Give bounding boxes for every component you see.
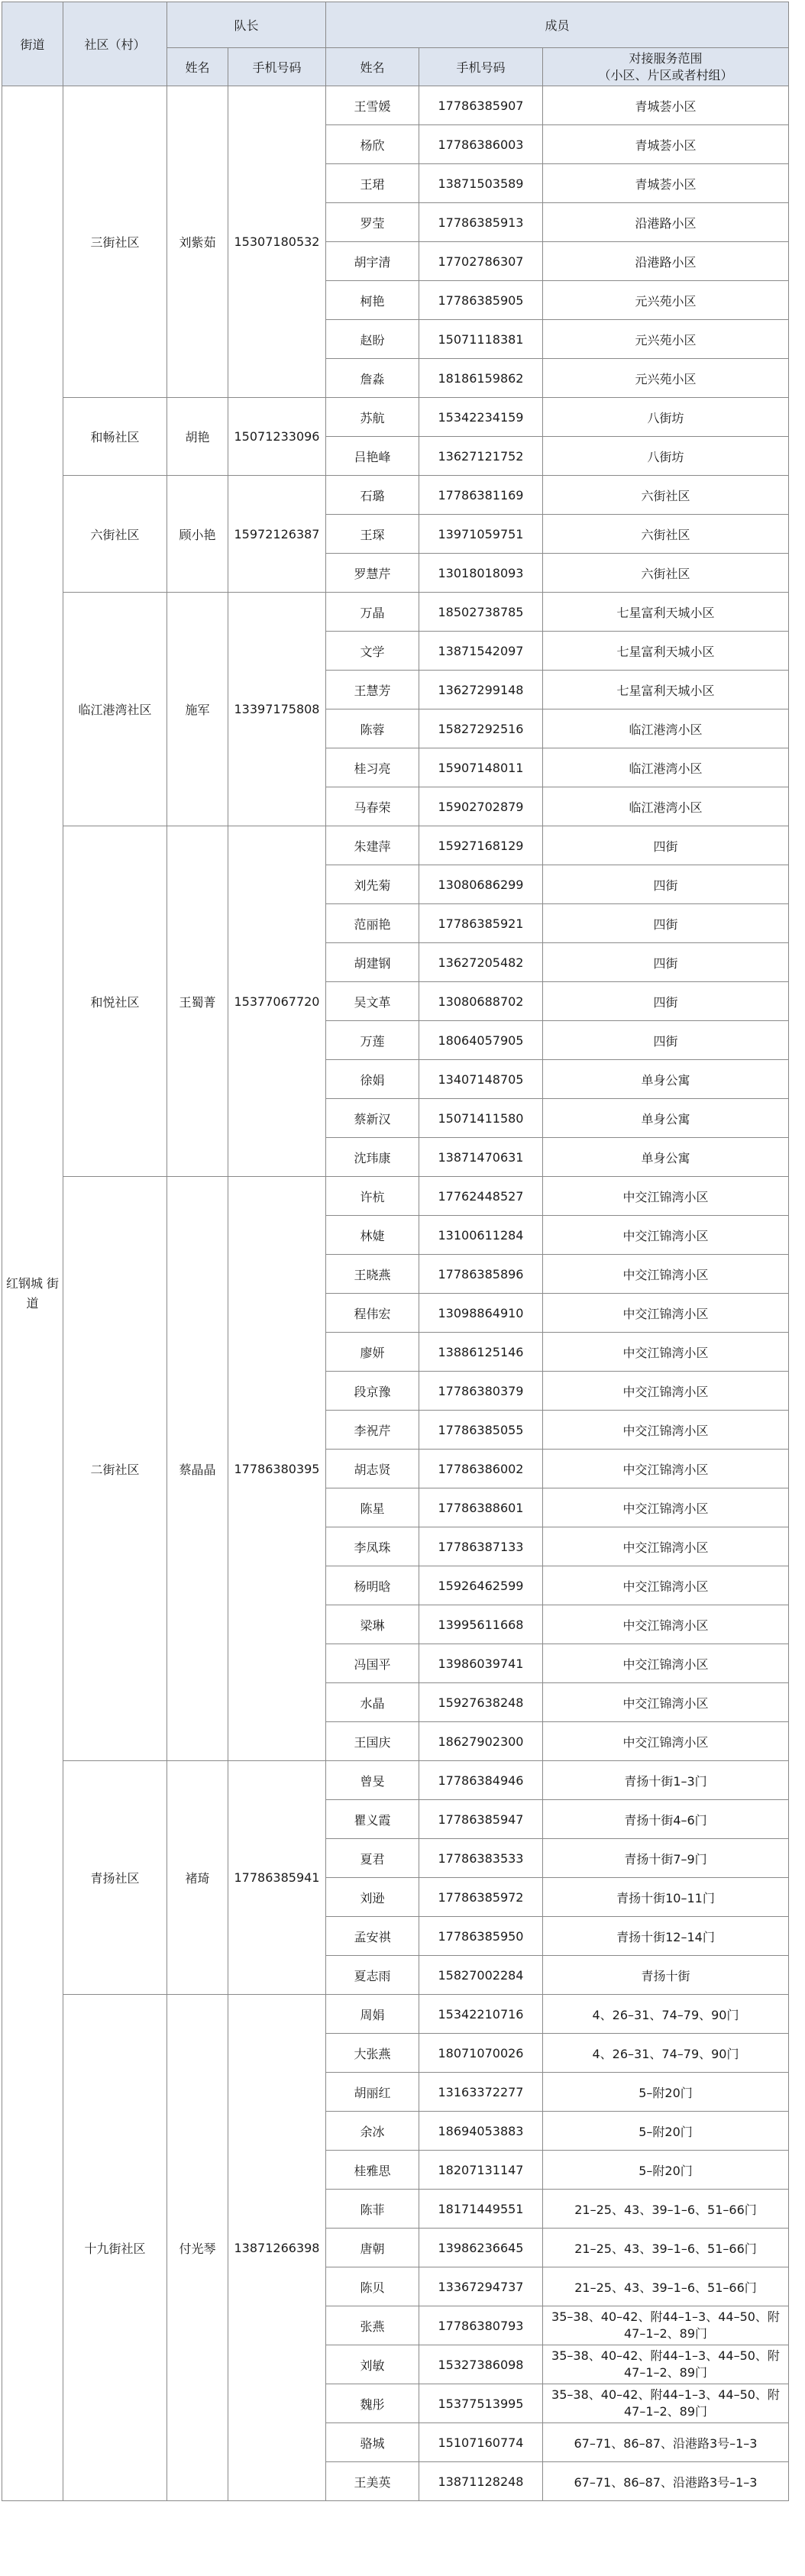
member-name-cell: 许杭 [326,1177,419,1216]
member-name-cell: 万晶 [326,593,419,632]
table-row [2,826,789,865]
member-name-cell: 王珺 [326,164,419,203]
member-scope-cell: 青城荟小区 [543,86,789,125]
member-scope-cell: 青城荟小区 [543,125,789,164]
member-scope-cell: 中交江锦湾小区 [543,1527,789,1566]
leader-name-cell: 顾小艳 [167,476,228,593]
leader-name-cell: 施军 [167,593,228,826]
member-phone-cell: 17786385972 [419,1878,543,1917]
member-scope-cell: 青扬十街 [543,1956,789,1995]
table-row [2,86,789,125]
member-name-cell: 夏志雨 [326,1956,419,1995]
member-name-cell: 桂雅思 [326,2151,419,2190]
member-phone-cell: 17786386003 [419,125,543,164]
member-scope-cell: 青扬十街12–14门 [543,1917,789,1956]
member-phone-cell: 17786387133 [419,1527,543,1566]
member-name-cell: 刘逊 [326,1878,419,1917]
header-member-phone: 手机号码 [419,48,543,86]
member-scope-cell: 六街社区 [543,476,789,515]
member-scope-cell: 35–38、40–42、附44–1–3、44–50、附47–1–2、89门 [543,2345,789,2384]
member-name-cell: 沈玮康 [326,1138,419,1177]
member-phone-cell: 18186159862 [419,359,543,398]
header-leader-phone: 手机号码 [228,48,326,86]
member-scope-cell: 临江港湾小区 [543,709,789,748]
member-phone-cell: 15927168129 [419,826,543,865]
member-name-cell: 大张燕 [326,2034,419,2073]
leader-name-cell: 王蜀菁 [167,826,228,1177]
member-scope-cell: 5–附20门 [543,2073,789,2112]
member-phone-cell: 13986236645 [419,2229,543,2267]
member-scope-cell: 21–25、43、39–1–6、51–66门 [543,2229,789,2267]
member-name-cell: 王美英 [326,2462,419,2501]
member-phone-cell: 13986039741 [419,1644,543,1683]
member-name-cell: 陈蓉 [326,709,419,748]
leader-phone-cell: 15307180532 [228,86,326,398]
member-phone-cell: 13080686299 [419,865,543,904]
member-scope-cell: 4、26–31、74–79、90门 [543,2034,789,2073]
member-name-cell: 夏君 [326,1839,419,1878]
table-header [2,2,789,86]
member-name-cell: 王国庆 [326,1722,419,1761]
table-row [2,593,789,632]
member-phone-cell: 15071411580 [419,1099,543,1138]
community-cell: 十九街社区 [63,1995,167,2501]
member-phone-cell: 18694053883 [419,2112,543,2151]
member-name-cell: 王雪媛 [326,86,419,125]
leader-phone-cell: 15071233096 [228,398,326,476]
member-phone-cell: 17786385907 [419,86,543,125]
member-scope-cell: 中交江锦湾小区 [543,1177,789,1216]
member-name-cell: 李凤珠 [326,1527,419,1566]
member-scope-cell: 八街坊 [543,437,789,476]
member-scope-cell: 七星富利天城小区 [543,671,789,709]
leader-phone-cell: 15972126387 [228,476,326,593]
member-name-cell: 余冰 [326,2112,419,2151]
member-name-cell: 水晶 [326,1683,419,1722]
header-member-group: 成员 [326,2,789,48]
member-scope-cell: 中交江锦湾小区 [543,1605,789,1644]
leader-name-cell: 刘紫茹 [167,86,228,398]
member-phone-cell: 17786385947 [419,1800,543,1839]
member-phone-cell: 18502738785 [419,593,543,632]
member-scope-cell: 四街 [543,865,789,904]
member-name-cell: 瞿义霞 [326,1800,419,1839]
member-name-cell: 赵盼 [326,320,419,359]
member-phone-cell: 13995611668 [419,1605,543,1644]
table-row [2,1995,789,2034]
header-street: 街道 [2,2,63,86]
member-name-cell: 胡建钢 [326,943,419,982]
member-phone-cell: 17786383533 [419,1839,543,1878]
member-scope-cell: 5–附20门 [543,2112,789,2151]
member-scope-cell: 沿港路小区 [543,203,789,242]
street-cell: 红钢城 街道 [2,86,63,2501]
member-name-cell: 王慧芳 [326,671,419,709]
member-phone-cell: 18171449551 [419,2190,543,2229]
member-scope-cell: 六街社区 [543,515,789,554]
member-scope-cell: 沿港路小区 [543,242,789,281]
member-phone-cell: 17786385921 [419,904,543,943]
member-name-cell: 桂习亮 [326,748,419,787]
member-name-cell: 段京豫 [326,1372,419,1411]
member-scope-cell: 青扬十街4–6门 [543,1800,789,1839]
member-phone-cell: 15107160774 [419,2423,543,2462]
member-phone-cell: 17786386002 [419,1450,543,1488]
member-phone-cell: 15827002284 [419,1956,543,1995]
member-scope-cell: 七星富利天城小区 [543,593,789,632]
member-phone-cell: 17786385055 [419,1411,543,1450]
member-scope-cell: 四街 [543,943,789,982]
member-phone-cell: 18207131147 [419,2151,543,2190]
member-phone-cell: 17786388601 [419,1488,543,1527]
member-scope-cell: 临江港湾小区 [543,787,789,826]
member-phone-cell: 13163372277 [419,2073,543,2112]
member-name-cell: 程伟宏 [326,1294,419,1333]
community-cell: 六街社区 [63,476,167,593]
member-name-cell: 骆城 [326,2423,419,2462]
member-scope-cell: 中交江锦湾小区 [543,1644,789,1683]
leader-phone-cell: 15377067720 [228,826,326,1177]
member-phone-cell: 17786381169 [419,476,543,515]
community-cell: 三街社区 [63,86,167,398]
member-scope-cell: 四街 [543,1021,789,1060]
member-name-cell: 王晓燕 [326,1255,419,1294]
member-scope-cell: 21–25、43、39–1–6、51–66门 [543,2190,789,2229]
member-scope-cell: 中交江锦湾小区 [543,1450,789,1488]
member-phone-cell: 13627299148 [419,671,543,709]
member-phone-cell: 13871542097 [419,632,543,671]
member-scope-cell: 中交江锦湾小区 [543,1488,789,1527]
member-scope-cell: 青扬十街10–11门 [543,1878,789,1917]
member-phone-cell: 13100611284 [419,1216,543,1255]
member-name-cell: 马春荣 [326,787,419,826]
member-phone-cell: 17762448527 [419,1177,543,1216]
member-name-cell: 胡宇清 [326,242,419,281]
header-leader-group: 队长 [167,2,326,48]
member-scope-cell: 四街 [543,826,789,865]
member-scope-cell: 中交江锦湾小区 [543,1722,789,1761]
member-name-cell: 文学 [326,632,419,671]
header-leader-name: 姓名 [167,48,228,86]
leader-name-cell: 胡艳 [167,398,228,476]
member-name-cell: 石璐 [326,476,419,515]
member-phone-cell: 13871128248 [419,2462,543,2501]
member-scope-cell: 单身公寓 [543,1138,789,1177]
member-scope-cell: 四街 [543,904,789,943]
header-community: 社区（村） [63,2,167,86]
member-phone-cell: 17786380793 [419,2306,543,2345]
member-phone-cell: 13886125146 [419,1333,543,1372]
member-name-cell: 朱建萍 [326,826,419,865]
member-name-cell: 刘敏 [326,2345,419,2384]
member-scope-cell: 元兴苑小区 [543,281,789,320]
table-body [2,86,789,2501]
member-name-cell: 吴文革 [326,982,419,1021]
member-phone-cell: 17786385896 [419,1255,543,1294]
member-scope-cell: 67–71、86–87、沿港路3号–1–3 [543,2462,789,2501]
member-phone-cell: 15927638248 [419,1683,543,1722]
member-scope-cell: 35–38、40–42、附44–1–3、44–50、附47–1–2、89门 [543,2384,789,2423]
table-row [2,476,789,515]
member-name-cell: 魏彤 [326,2384,419,2423]
member-name-cell: 林婕 [326,1216,419,1255]
member-scope-cell: 5–附20门 [543,2151,789,2190]
member-name-cell: 胡丽红 [326,2073,419,2112]
member-name-cell: 张燕 [326,2306,419,2345]
member-scope-cell: 35–38、40–42、附44–1–3、44–50、附47–1–2、89门 [543,2306,789,2345]
member-phone-cell: 13018018093 [419,554,543,593]
member-name-cell: 范丽艳 [326,904,419,943]
member-name-cell: 杨欣 [326,125,419,164]
member-name-cell: 杨明晗 [326,1566,419,1605]
member-phone-cell: 17786384946 [419,1761,543,1800]
member-phone-cell: 17702786307 [419,242,543,281]
table-row [2,398,789,437]
member-name-cell: 万莲 [326,1021,419,1060]
member-scope-cell: 中交江锦湾小区 [543,1294,789,1333]
member-phone-cell: 15926462599 [419,1566,543,1605]
table-row [2,1177,789,1216]
member-scope-cell: 元兴苑小区 [543,359,789,398]
member-scope-cell: 临江港湾小区 [543,748,789,787]
member-phone-cell: 18071070026 [419,2034,543,2073]
member-scope-cell: 单身公寓 [543,1060,789,1099]
member-phone-cell: 13871503589 [419,164,543,203]
leader-name-cell: 褚琦 [167,1761,228,1995]
member-scope-cell: 中交江锦湾小区 [543,1255,789,1294]
leader-name-cell: 付光琴 [167,1995,228,2501]
member-name-cell: 罗莹 [326,203,419,242]
member-scope-cell: 六街社区 [543,554,789,593]
member-name-cell: 冯国平 [326,1644,419,1683]
member-name-cell: 陈贝 [326,2267,419,2306]
member-phone-cell: 15827292516 [419,709,543,748]
member-scope-cell: 中交江锦湾小区 [543,1333,789,1372]
member-name-cell: 蔡新汉 [326,1099,419,1138]
member-phone-cell: 17786385950 [419,1917,543,1956]
header-scope: 对接服务范围 （小区、片区或者村组） [543,48,789,86]
member-name-cell: 刘先菊 [326,865,419,904]
member-name-cell: 罗慧芹 [326,554,419,593]
member-scope-cell: 中交江锦湾小区 [543,1372,789,1411]
member-scope-cell: 八街坊 [543,398,789,437]
member-name-cell: 吕艳峰 [326,437,419,476]
member-phone-cell: 15907148011 [419,748,543,787]
leader-phone-cell: 17786385941 [228,1761,326,1995]
member-phone-cell: 13080688702 [419,982,543,1021]
leader-phone-cell: 13397175808 [228,593,326,826]
member-name-cell: 徐娟 [326,1060,419,1099]
member-name-cell: 苏航 [326,398,419,437]
member-name-cell: 胡志贤 [326,1450,419,1488]
member-name-cell: 唐朝 [326,2229,419,2267]
community-cell: 临江港湾社区 [63,593,167,826]
leader-phone-cell: 13871266398 [228,1995,326,2501]
member-phone-cell: 18064057905 [419,1021,543,1060]
member-scope-cell: 中交江锦湾小区 [543,1683,789,1722]
member-name-cell: 詹淼 [326,359,419,398]
member-scope-cell: 青城荟小区 [543,164,789,203]
member-name-cell: 孟安祺 [326,1917,419,1956]
member-scope-cell: 中交江锦湾小区 [543,1566,789,1605]
member-phone-cell: 17786385905 [419,281,543,320]
member-scope-cell: 21–25、43、39–1–6、51–66门 [543,2267,789,2306]
member-name-cell: 李祝芹 [326,1411,419,1450]
member-phone-cell: 18627902300 [419,1722,543,1761]
member-phone-cell: 13627205482 [419,943,543,982]
member-scope-cell: 4、26–31、74–79、90门 [543,1995,789,2034]
member-scope-cell: 67–71、86–87、沿港路3号–1–3 [543,2423,789,2462]
member-phone-cell: 15902702879 [419,787,543,826]
member-phone-cell: 13098864910 [419,1294,543,1333]
member-scope-cell: 中交江锦湾小区 [543,1411,789,1450]
volunteer-roster-table [2,2,789,2501]
community-cell: 和畅社区 [63,398,167,476]
member-phone-cell: 13971059751 [419,515,543,554]
community-cell: 青扬社区 [63,1761,167,1995]
member-phone-cell: 13627121752 [419,437,543,476]
community-cell: 二街社区 [63,1177,167,1761]
leader-name-cell: 蔡晶晶 [167,1177,228,1761]
member-scope-cell: 青扬十街1–3门 [543,1761,789,1800]
member-name-cell: 陈星 [326,1488,419,1527]
member-phone-cell: 15377513995 [419,2384,543,2423]
leader-phone-cell: 17786380395 [228,1177,326,1761]
member-phone-cell: 17786385913 [419,203,543,242]
member-name-cell: 陈菲 [326,2190,419,2229]
member-scope-cell: 青扬十街7–9门 [543,1839,789,1878]
member-phone-cell: 13367294737 [419,2267,543,2306]
header-member-name: 姓名 [326,48,419,86]
member-scope-cell: 四街 [543,982,789,1021]
member-scope-cell: 单身公寓 [543,1099,789,1138]
table-row [2,1761,789,1800]
member-phone-cell: 15327386098 [419,2345,543,2384]
member-name-cell: 廖妍 [326,1333,419,1372]
member-name-cell: 曾旻 [326,1761,419,1800]
community-cell: 和悦社区 [63,826,167,1177]
member-scope-cell: 七星富利天城小区 [543,632,789,671]
member-phone-cell: 13871470631 [419,1138,543,1177]
member-scope-cell: 元兴苑小区 [543,320,789,359]
member-phone-cell: 13407148705 [419,1060,543,1099]
member-phone-cell: 15342234159 [419,398,543,437]
member-name-cell: 周娟 [326,1995,419,2034]
member-scope-cell: 中交江锦湾小区 [543,1216,789,1255]
member-phone-cell: 15071118381 [419,320,543,359]
member-phone-cell: 15342210716 [419,1995,543,2034]
member-name-cell: 王琛 [326,515,419,554]
member-phone-cell: 17786380379 [419,1372,543,1411]
member-name-cell: 柯艳 [326,281,419,320]
member-name-cell: 梁琳 [326,1605,419,1644]
